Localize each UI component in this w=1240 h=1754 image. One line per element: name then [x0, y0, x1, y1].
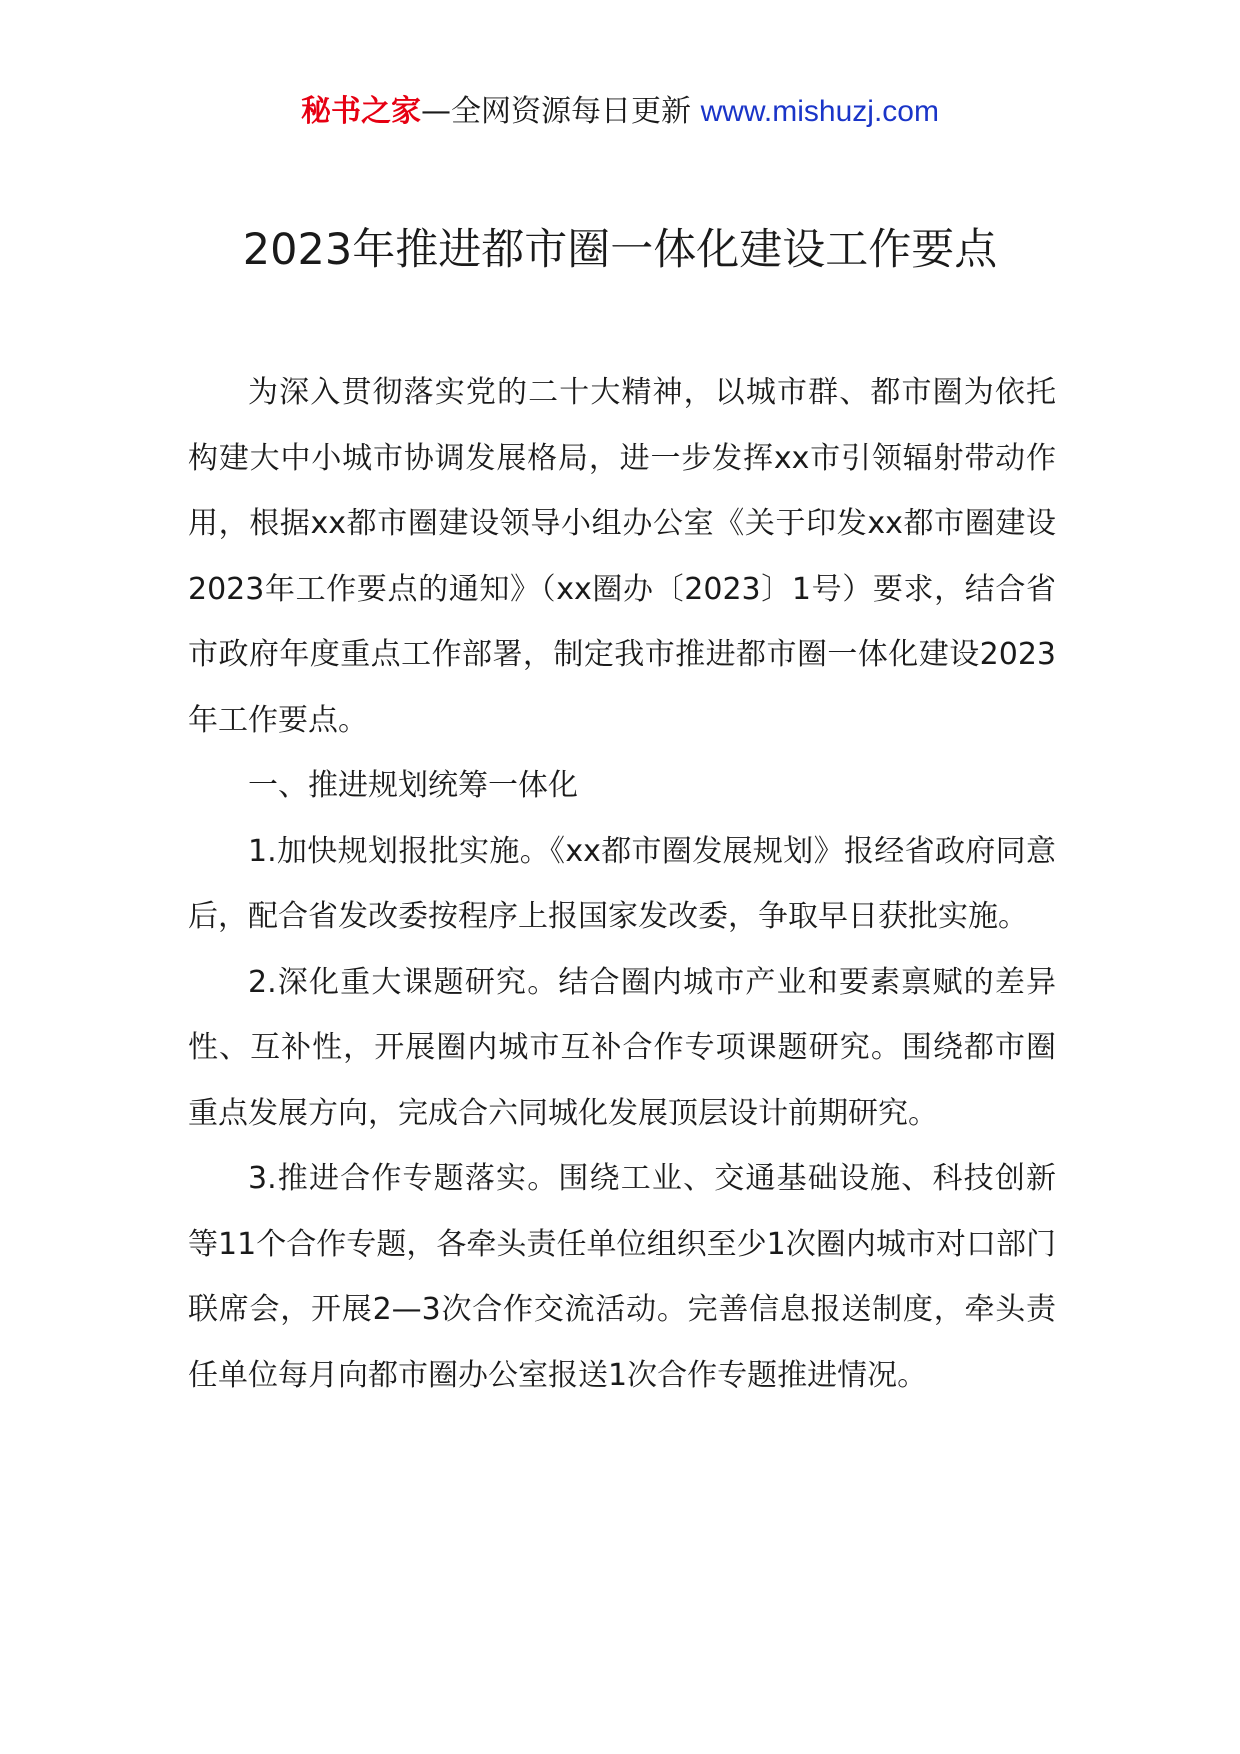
section-heading: 一、推进规划统筹一体化	[248, 768, 578, 803]
item-paragraph-3: 3.推进合作专题落实。围绕工业、交通基础设施、科技创新等11个合作专题，各牵头责任单位组织至少1次圈内城市对口部门联席会，开展2—3次合作交流活动。完善信息报送制度，牵头责任单位每月向都市圈办公室报送1次合作专题推进情况。	[188, 1161, 1056, 1393]
document-title: 2023年推进都市圈一体化建设工作要点	[242, 225, 998, 275]
item-paragraph-1: 1.加快规划报批实施。《xx都市圈发展规划》报经省政府同意后，配合省发改委按程序上报国家发改委，争取早日获批实施。	[188, 833, 1056, 934]
document-body	[188, 360, 1056, 1408]
banner-url-link[interactable]: www.mishuzj.com	[700, 95, 939, 128]
banner-tagline: —全网资源每日更新	[421, 94, 701, 129]
banner-brand: 秘书之家	[301, 94, 422, 129]
site-banner	[0, 92, 1240, 132]
intro-paragraph: 为深入贯彻落实党的二十大精神，以城市群、都市圈为依托构建大中小城市协调发展格局，进一步发挥xx市引领辐射带动作用，根据xx都市圈建设领导小组办公室《关于印发xx都市圈建设2023年工作要点的通知》（xx圈办〔2023〕1号）要求，结合省市政府年度重点工作部署，制定我市推进都市圈一体化建设2023年工作要点。	[188, 375, 1056, 738]
item-paragraph-2: 2.深化重大课题研究。结合圈内城市产业和要素禀赋的差异性、互补性，开展圈内城市互补合作专项课题研究。围绕都市圈重点发展方向，完成合六同城化发展顶层设计前期研究。	[188, 964, 1056, 1131]
